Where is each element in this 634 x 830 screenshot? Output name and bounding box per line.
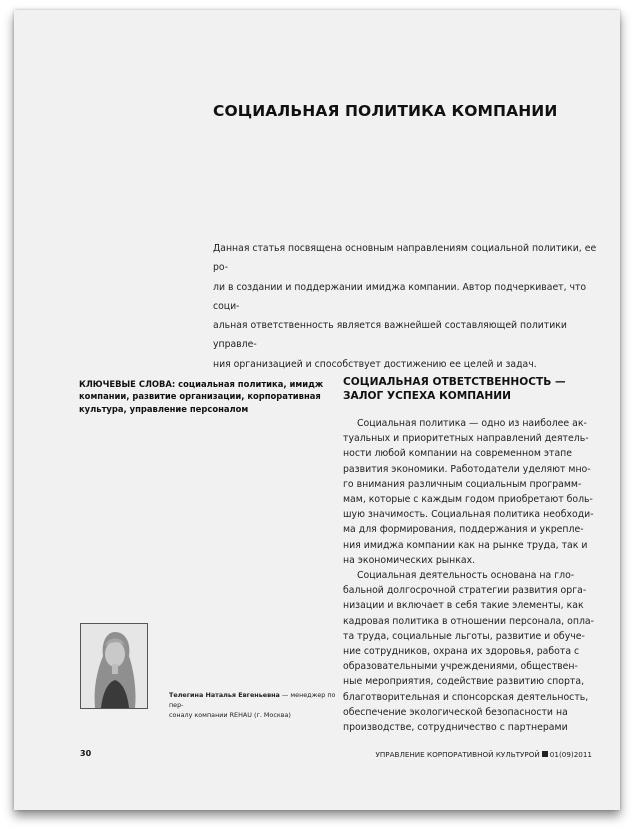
running-footer (375, 750, 592, 759)
document-page (14, 10, 620, 810)
body-line: Социальная политика — одно из наиболее ак- (357, 418, 587, 429)
body-line: на экономических рынках. (343, 554, 476, 566)
body-line: бальной долгосрочной стратегии развития орга- (343, 585, 587, 597)
body-line: ные мероприятия, содействие развитию спорта, (343, 676, 585, 688)
body-line: ния имиджа компании как на рынке труда, так и (343, 539, 588, 551)
author-caption (169, 690, 339, 720)
body-line: обеспечение экологической безопасности на (343, 706, 568, 718)
body-line: та труда, социальные льготы, развитие и обуче- (343, 630, 585, 642)
keywords-block (79, 378, 331, 415)
body-line: Социальная деятельность основана на гло- (357, 570, 575, 582)
lead-line: альная ответственность является важнейшей составляющей политики управле- (213, 320, 567, 351)
article-title: СОЦИАЛЬНАЯ ПОЛИТИКА КОМПАНИИ (213, 102, 558, 120)
keywords-label: КЛЮЧЕВЫЕ СЛОВА: (79, 379, 176, 389)
body-line: развития экономики. Работодатели уделяют мно- (343, 463, 591, 475)
page-number: 30 (80, 749, 92, 758)
body-line: туальных и приоритетных направлений деятель- (343, 433, 589, 445)
body-line: благотворительная и спонсорская деятельность, (343, 691, 589, 703)
author-portrait-image (81, 624, 147, 708)
body-line: кадровая политика в отношении персонала, опла- (343, 615, 595, 627)
article-lead (213, 239, 597, 374)
author-name: Телегина Наталья Евгеньевна (169, 691, 280, 699)
section-heading: СОЦИАЛЬНАЯ ОТВЕТСТВЕННОСТЬ — ЗАЛОГ УСПЕХА КОМПАНИИ (343, 376, 566, 403)
body-line: образовательными учреждениями, обществен- (343, 661, 578, 673)
body-line: мам, которые с каждым годом приобретают боль- (343, 494, 593, 506)
author-role-line1: — менеджер по пер- (169, 691, 336, 709)
lead-line: ли в создании и поддержании имиджа компании. Автор подчеркивает, что соци- (213, 281, 587, 312)
square-bullet-icon (542, 751, 548, 757)
article-body (343, 416, 596, 735)
author-role-line2: соналу компании REHAU (г. Москва) (169, 711, 291, 719)
author-photo (80, 623, 148, 709)
lead-line: Данная статья посвящена основным направлениям социальной политики, ее ро- (213, 243, 597, 274)
issue-number: 01(09)2011 (549, 750, 592, 759)
body-line: го внимания различным социальным программ- (343, 478, 582, 490)
body-line: ма для формирования, поддержания и укрепле- (343, 524, 584, 536)
body-line: ние сотрудников, охрана их здоровья, работа с (343, 646, 580, 658)
journal-name: УПРАВЛЕНИЕ КОРПОРАТИВНОЙ КУЛЬТУРОЙ (375, 750, 540, 759)
body-line: низации и включает в себя такие элементы, как (343, 600, 584, 612)
body-line: шую значимость. Социальная политика необходи- (343, 509, 594, 521)
lead-line: ния организацией и способствует достижению ее целей и задач. (213, 358, 537, 370)
body-line: производстве, сотрудничество с партнерами (343, 722, 568, 734)
body-line: ности любой компании на современном этапе (343, 448, 573, 460)
keywords-list: социальная политика, имидж компании, развитие организации, корпоративная культура, управление персоналом (79, 379, 324, 414)
